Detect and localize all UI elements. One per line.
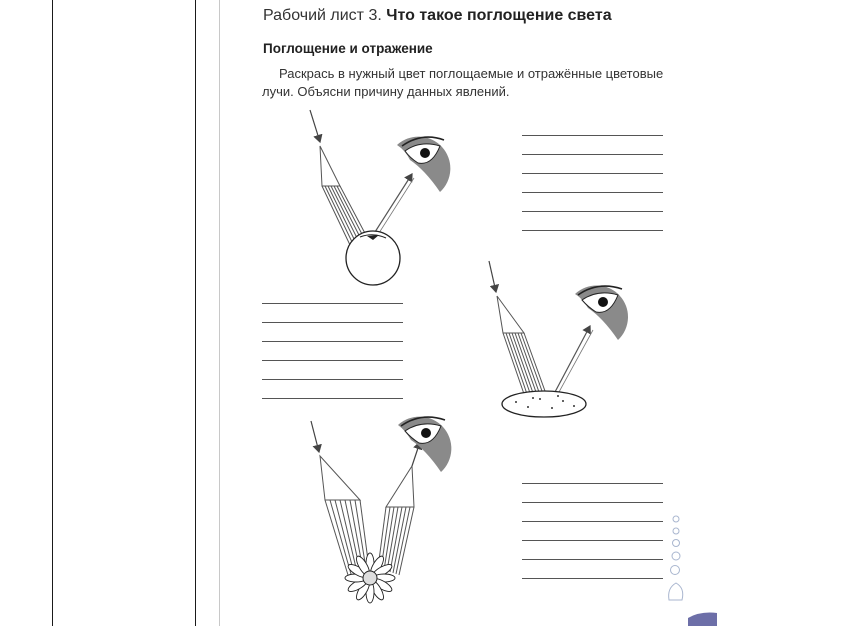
section-title: Поглощение и отражение	[263, 41, 433, 56]
eye-icon	[397, 137, 450, 192]
reflected-beam	[378, 507, 414, 575]
title-bold: Что такое поглощение света	[386, 7, 612, 24]
incident-ray-arrow	[311, 421, 319, 452]
page-corner-tab	[688, 613, 717, 626]
instruction-text: Раскрась в нужный цвет поглощаемые и отражённые цветовые лучи. Объясни причину данных явлений.	[262, 66, 664, 99]
tomato-icon	[346, 231, 400, 285]
reflected-ray-arrow	[555, 326, 590, 392]
incident-beam-cone	[320, 146, 340, 186]
incident-ray-arrow	[310, 110, 320, 142]
flower-icon	[345, 553, 395, 603]
illustration-tomato	[310, 110, 450, 285]
reflected-ray-arrow	[375, 174, 412, 232]
cucumber-icon	[502, 391, 586, 417]
incident-beam	[503, 333, 545, 394]
reflected-beam-cone	[386, 466, 414, 507]
decorative-bubbles-icon	[669, 516, 683, 600]
eye-icon	[398, 417, 451, 472]
incident-beam-cone	[320, 456, 360, 500]
incident-beam-cone	[497, 296, 524, 333]
title-prefix: Рабочий лист 3.	[263, 7, 382, 24]
illustration-cucumber	[489, 261, 628, 417]
illustration-flower	[311, 417, 451, 603]
eye-icon	[575, 285, 628, 340]
incident-ray-arrow	[489, 261, 496, 292]
